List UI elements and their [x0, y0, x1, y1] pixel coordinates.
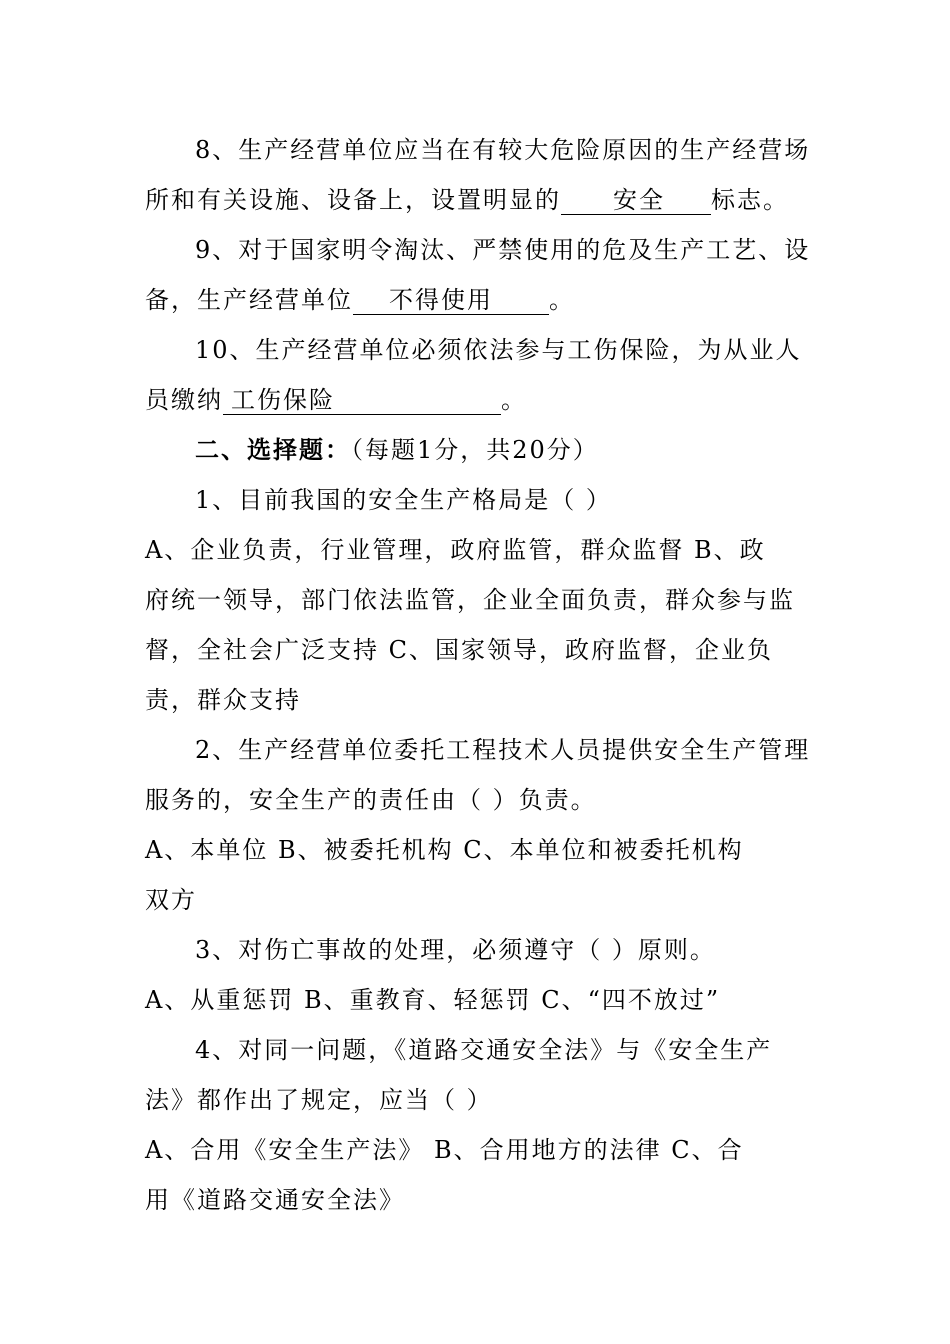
question-2-line-2: 服务的，安全生产的责任由（ ）负责。 — [145, 786, 597, 814]
question-4-line-2: 法》都作出了规定，应当（ ） — [145, 1086, 493, 1114]
fill-in-item-10-suffix: 。 — [501, 386, 527, 414]
question-2-options-line-1: A、本单位 B、被委托机构 C、本单位和被委托机构 — [145, 836, 744, 864]
fill-in-item-8-prefix: 所和有关设施、设备上，设置明显的 — [145, 186, 561, 214]
fill-in-item-9-answer: 不得使用 — [353, 286, 549, 315]
fill-in-item-8-line-1: 8、生产经营单位应当在有较大危险原因的生产经营场 — [195, 136, 811, 164]
fill-in-item-9-prefix: 备，生产经营单位 — [145, 286, 353, 314]
fill-in-item-10-line-1: 10、生产经营单位必须依法参与工伤保险，为从业人 — [195, 336, 802, 364]
section-heading — [195, 433, 805, 467]
question-1-options-line-1: A、企业负责，行业管理，政府监管，群众监督 B、政 — [145, 536, 766, 564]
question-2-line-1: 2、生产经营单位委托工程技术人员提供安全生产管理 — [195, 736, 811, 764]
question-4-line-1: 4、对同一问题，《道路交通安全法》与《安全生产 — [195, 1036, 773, 1064]
question-1-line-1: 1、目前我国的安全生产格局是（ ） — [195, 486, 612, 514]
question-4-options-line-2: 用《道路交通安全法》 — [145, 1186, 405, 1214]
section-note: （每题1分，共20分） — [351, 436, 599, 464]
fill-in-item-10-answer: 工伤保险 — [223, 386, 501, 415]
fill-in-item-9-suffix: 。 — [549, 286, 575, 314]
question-3-line-1: 3、对伤亡事故的处理，必须遵守（ ）原则。 — [195, 936, 716, 964]
section-title: 二、选择题 — [195, 435, 325, 464]
question-3-options-line-1: A、从重惩罚 B、重教育、轻惩罚 C、“四不放过” — [145, 986, 721, 1014]
question-1-options-line-3: 督，全社会广泛支持 C、国家领导，政府监督，企业负 — [145, 636, 773, 664]
question-1-options-line-2: 府统一领导，部门依法监管，企业全面负责，群众参与监 — [145, 586, 795, 614]
fill-in-item-9-line-1: 9、对于国家明令淘汰、严禁使用的危及生产工艺、设 — [195, 236, 811, 264]
fill-in-item-10-prefix: 员缴纳 — [145, 386, 223, 414]
question-4-options-line-1: A、合用《安全生产法》 B、合用地方的法律 C、合 — [145, 1136, 744, 1164]
fill-in-item-8-suffix: 标志。 — [711, 186, 789, 214]
question-1-options-line-4: 责，群众支持 — [145, 686, 301, 714]
fill-in-item-10-line-2 — [145, 383, 805, 417]
fill-in-item-8-answer: 安全 — [561, 186, 711, 215]
fill-in-item-8-line-2 — [145, 183, 805, 217]
question-2-options-line-2: 双方 — [145, 886, 197, 914]
fill-in-item-9-line-2 — [145, 283, 805, 317]
section-colon: ： — [325, 435, 351, 464]
